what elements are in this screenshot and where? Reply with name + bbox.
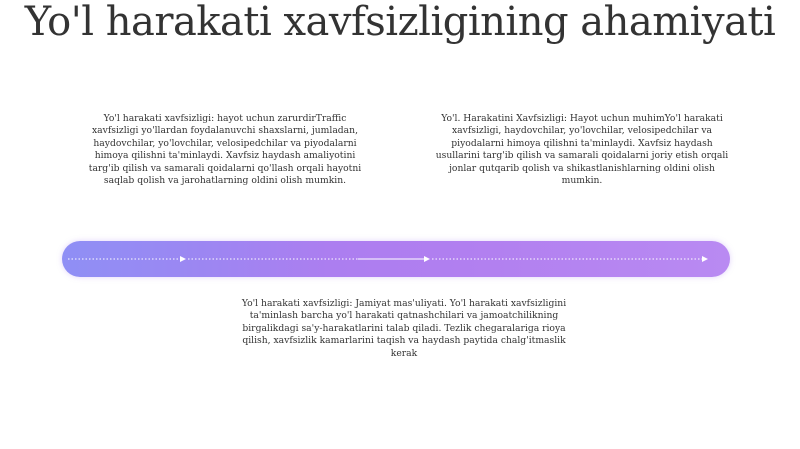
section-text-3: Yo'l harakati xavfsizligi: Jamiyat mas'uliyati. Yo'l harakati xavfsizligini ta'minlash barcha yo'l harakati qatnashchilari va jamoatchilikning birgalikdagi sa'y-harakatlarini talab qiladi. Tezlik chegaralariga rioya qilish, xavfsizlik kamarlarini taqish va haydash paytida chalg'itmaslik kerak xyxy=(241,298,567,359)
section-text-1: Yo'l harakati xavfsizligi: hayot uchun zarurdirTraffic xavfsizligi yo'llardan foydalanuvchi shaxslarni, jumladan, haydovchilar, yo'lovchilar, velosipedchilar va piyodalarni himoya qilishni ta'minlaydi. Xavfsiz haydash amaliyotini targ'ib qilish va samarali qoidalarni qo'llash orqali hayotni saqlab qolish va jarohatlarning oldini olish mumkin. xyxy=(88,113,362,187)
arrow-right-icon xyxy=(424,256,430,262)
section-text-2: Yo'l. Harakatini Xavfsizligi: Hayot uchun muhimYo'l harakati xavfsizligi, haydovchilar, yo'lovchilar, velosipedchilar va piyodalarni himoya qilishni ta'minlaydi. Xavfsiz haydash usullarini targ'ib qilish va samarali qoidalarni joriy etish orqali jonlar qutqarib qolish va shikastlanishlarning oldini olish mumkin. xyxy=(435,113,729,187)
timeline-graphic xyxy=(62,241,730,277)
arrow-right-icon xyxy=(180,256,186,262)
timeline-bar xyxy=(62,241,730,277)
arrow-right-icon xyxy=(702,256,708,262)
page-title: Yo'l harakati xavfsizligining ahamiyati xyxy=(24,0,776,45)
